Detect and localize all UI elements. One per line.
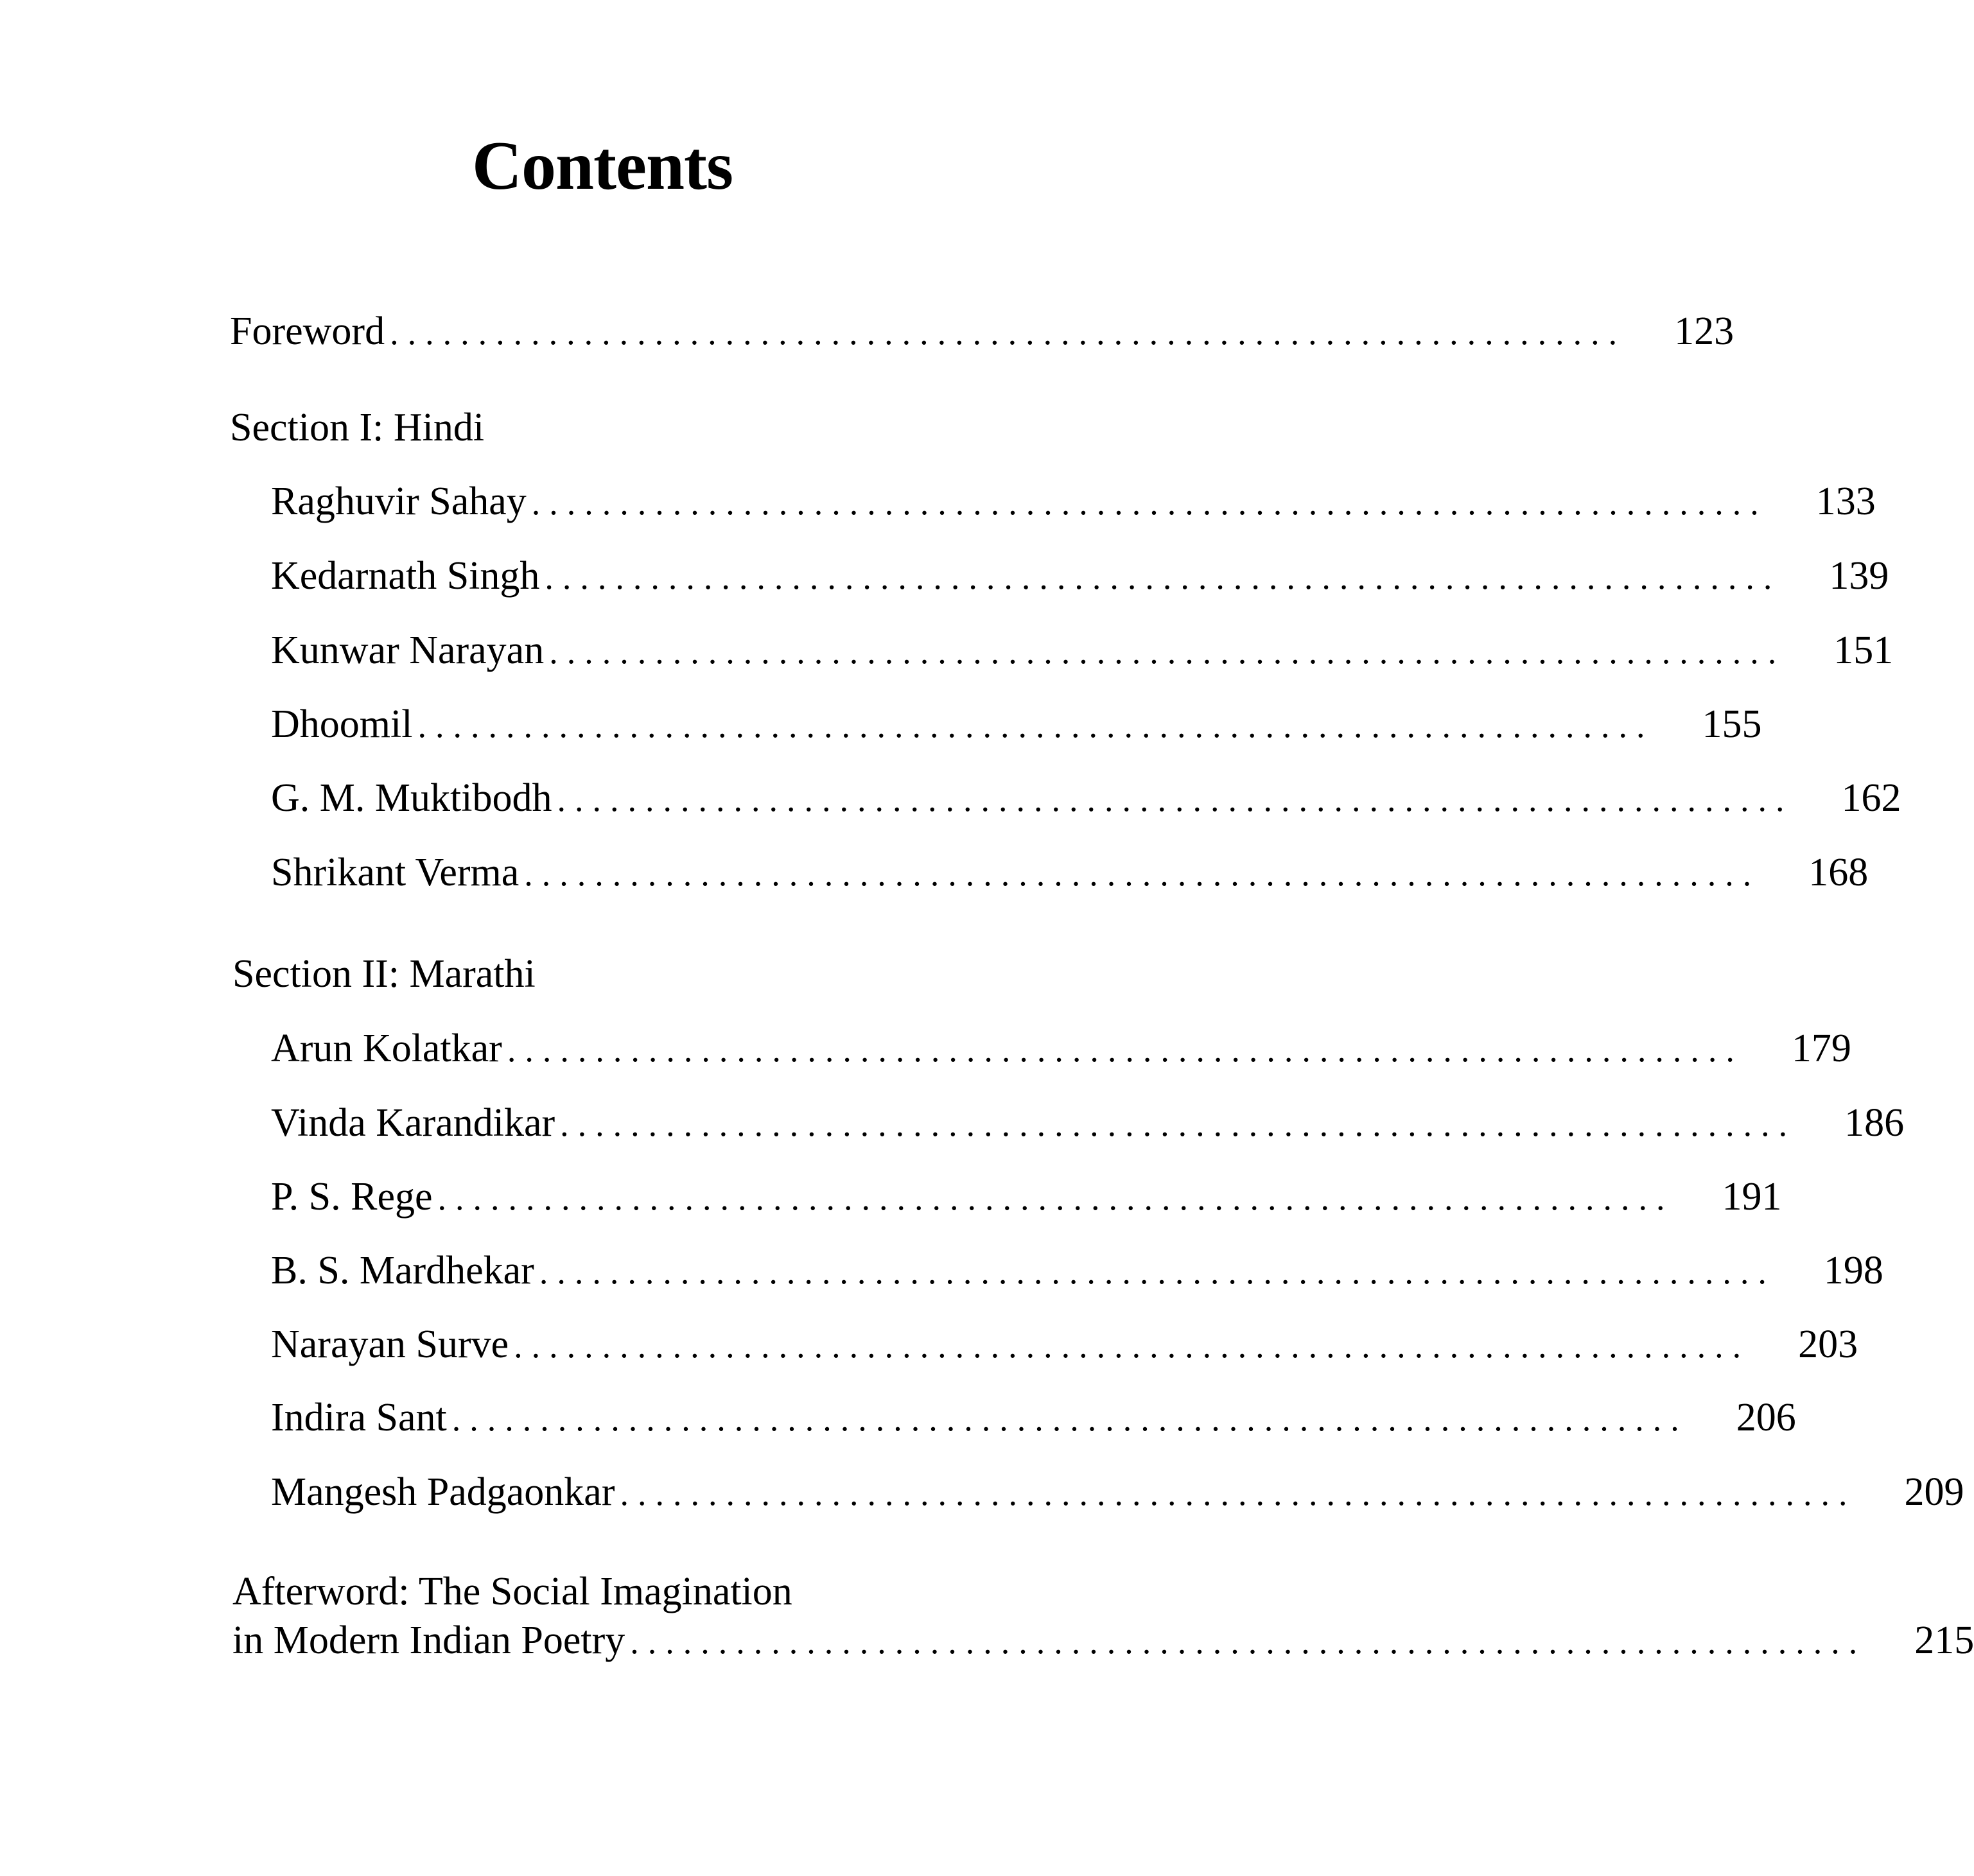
toc-entry-label: Mangesh Padgaonkar: [271, 1470, 615, 1514]
toc-entry-label: Raghuvir Sahay: [271, 480, 527, 523]
dot-leader: ......................................................................: [390, 313, 1627, 352]
toc-page-number: 139: [1829, 554, 1889, 598]
toc-entry: [271, 1249, 1883, 1292]
toc-entry-label: Narayan Surve: [271, 1323, 509, 1366]
toc-page-number: 123: [1674, 309, 1734, 353]
dot-leader: ......................................................................: [451, 1400, 1688, 1438]
dot-leader: ......................................................................: [437, 1179, 1674, 1217]
toc-page-number: 179: [1791, 1027, 1851, 1070]
toc-entry-label: Kunwar Narayan: [271, 629, 545, 672]
toc-entry: [271, 1470, 1964, 1514]
toc-entry-afterword-line1: Afterword: The Social Imagination: [232, 1570, 792, 1613]
dot-leader: ......................................................................: [417, 706, 1654, 745]
toc-entry-label: Vinda Karandikar: [271, 1101, 555, 1145]
toc-entry-foreword: [230, 309, 1734, 353]
dot-leader: ......................................................................: [549, 632, 1786, 671]
section-heading-marathi: Section II: Marathi: [232, 952, 536, 996]
toc-entry: [271, 1175, 1782, 1219]
toc-entry: [271, 554, 1889, 598]
dot-leader: ......................................................................: [630, 1622, 1867, 1661]
toc-page-number: 209: [1904, 1470, 1964, 1514]
toc-entry-label: B. S. Mardhekar: [271, 1249, 534, 1292]
toc-entry: [271, 851, 1869, 894]
toc-entry: [271, 1323, 1858, 1366]
toc-entry: [271, 629, 1894, 672]
dot-leader: ......................................................................: [557, 780, 1794, 819]
toc-entry: [271, 702, 1762, 746]
toc-entry: [271, 480, 1876, 523]
dot-leader: ......................................................................: [507, 1030, 1743, 1069]
toc-entry-label: Foreword: [230, 309, 385, 353]
toc-entry-label: Shrikant Verma: [271, 851, 520, 894]
toc-entry: [271, 1101, 1905, 1145]
toc-page-number: 162: [1841, 776, 1901, 820]
dot-leader: ......................................................................: [545, 558, 1781, 596]
dot-leader: ......................................................................: [514, 1326, 1751, 1365]
toc-entry: [271, 776, 1901, 820]
toc-page-number: 206: [1736, 1396, 1796, 1439]
toc-page-number: 203: [1798, 1323, 1858, 1366]
toc-page-number: 191: [1722, 1175, 1782, 1219]
toc-entry-afterword: [232, 1619, 1974, 1662]
toc-entry-label: Dhoomil: [271, 702, 413, 746]
page-title: Contents: [471, 128, 733, 204]
toc-page-number: 198: [1823, 1249, 1883, 1292]
dot-leader: ......................................................................: [560, 1105, 1797, 1143]
dot-leader: ......................................................................: [620, 1474, 1856, 1513]
section-heading-hindi: Section I: Hindi: [230, 406, 485, 449]
toc-page-number: 168: [1808, 851, 1869, 894]
toc-entry-label: Indira Sant: [271, 1396, 447, 1439]
toc-page-number: 133: [1815, 480, 1876, 523]
toc-entry-label: in Modern Indian Poetry: [232, 1619, 625, 1662]
toc-entry-label: Arun Kolatkar: [271, 1027, 502, 1070]
toc-page-number: 215: [1914, 1619, 1974, 1662]
dot-leader: ......................................................................: [531, 483, 1768, 522]
dot-leader: ......................................................................: [524, 855, 1761, 893]
toc-entry: [271, 1027, 1851, 1070]
toc-entry-label: G. M. Muktibodh: [271, 776, 552, 820]
toc-entry-label: Kedarnath Singh: [271, 554, 540, 598]
toc-page-number: 155: [1702, 702, 1762, 746]
dot-leader: ......................................................................: [539, 1253, 1776, 1291]
toc-entry: [271, 1396, 1796, 1439]
toc-page-number: 151: [1833, 629, 1894, 672]
toc-entry-label: P. S. Rege: [271, 1175, 433, 1219]
toc-page-number: 186: [1844, 1101, 1905, 1145]
